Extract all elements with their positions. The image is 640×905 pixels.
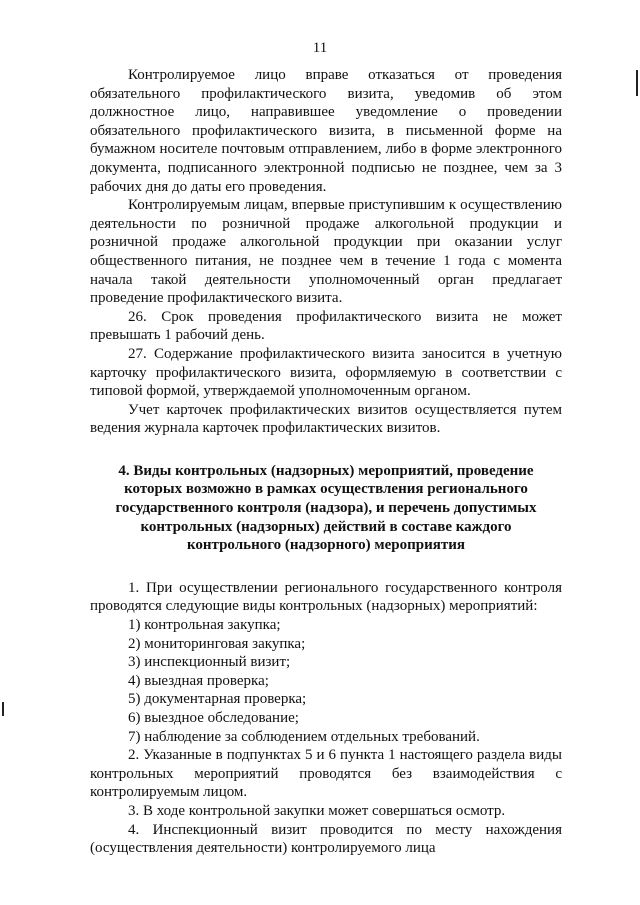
list-item: 3) инспекционный визит; [128, 654, 291, 671]
list-item: 2) мониторинговая закупка; [128, 635, 306, 652]
paragraph-new-entities: Контролируемым лицам, впервые приступившим к осуществлению деятельности по розничной продаже алкогольной продукции и розничной продаже алкогольной продукции при оказании услуг общественного питания, не позднее чем в течение 1 года с момента начала такой деятельности уполномоченный орган предлагает проведение профилактического визита. [90, 197, 562, 307]
page-number: 11 [312, 40, 328, 56]
list-item: 5) документарная проверка; [128, 691, 307, 708]
paragraph-26: 26. Срок проведения профилактического визита не может превышать 1 рабочий день. [90, 308, 562, 344]
paragraph-section-4: 4. Инспекционный визит проводится по месту нахождения (осуществления деятельности) контролируемого лица [90, 821, 562, 857]
scan-edge-mark [2, 702, 4, 716]
paragraph-section-2: 2. Указанные в подпунктах 5 и 6 пункта 1 настоящего раздела виды контрольных мероприятий проводятся без взаимодействия с контролируемым лицом. [90, 747, 562, 801]
section-heading: 4. Виды контрольных (надзорных) мероприятий, проведение которых возможно в рамках осуществления регионального государственного контроля (надзора), и перечень допустимых контрольных (надзорных) действий в составе каждого контрольного (надзорного) мероприятия [115, 462, 537, 554]
list-item: 1) контрольная закупка; [128, 617, 281, 634]
section-intro: 1. При осуществлении регионального государственного контроля проводятся следующие виды контрольных (надзорных) мероприятий: [90, 579, 562, 615]
list-item: 4) выездная проверка; [128, 672, 269, 689]
paragraph-refusal: Контролируемое лицо вправе отказаться от проведения обязательного профилактического визита, уведомив об этом должностное лицо, направившее уведомление о проведении обязательного профилактического визита, в письменной форме на бумажном носителе почтовым отправлением, либо в форме электронного документа, подписанного электронной подписью не позднее, чем за 3 рабочих дня до даты его проведения. [90, 67, 562, 195]
paragraph-section-3: 3. В ходе контрольной закупки может совершаться осмотр. [128, 802, 506, 819]
list-item: 6) выездное обследование; [128, 710, 299, 726]
scan-edge-mark [636, 70, 638, 96]
list-item: 7) наблюдение за соблюдением отдельных требований. [128, 728, 480, 745]
paragraph-journal: Учет карточек профилактических визитов осуществляется путем ведения журнала карточек профилактических визитов. [90, 401, 562, 437]
document-body [90, 66, 562, 858]
paragraph-27: 27. Содержание профилактического визита заносится в учетную карточку профилактического визита, оформляемую в соответствии с типовой формой, утверждаемой уполномоченным органом. [90, 345, 562, 400]
